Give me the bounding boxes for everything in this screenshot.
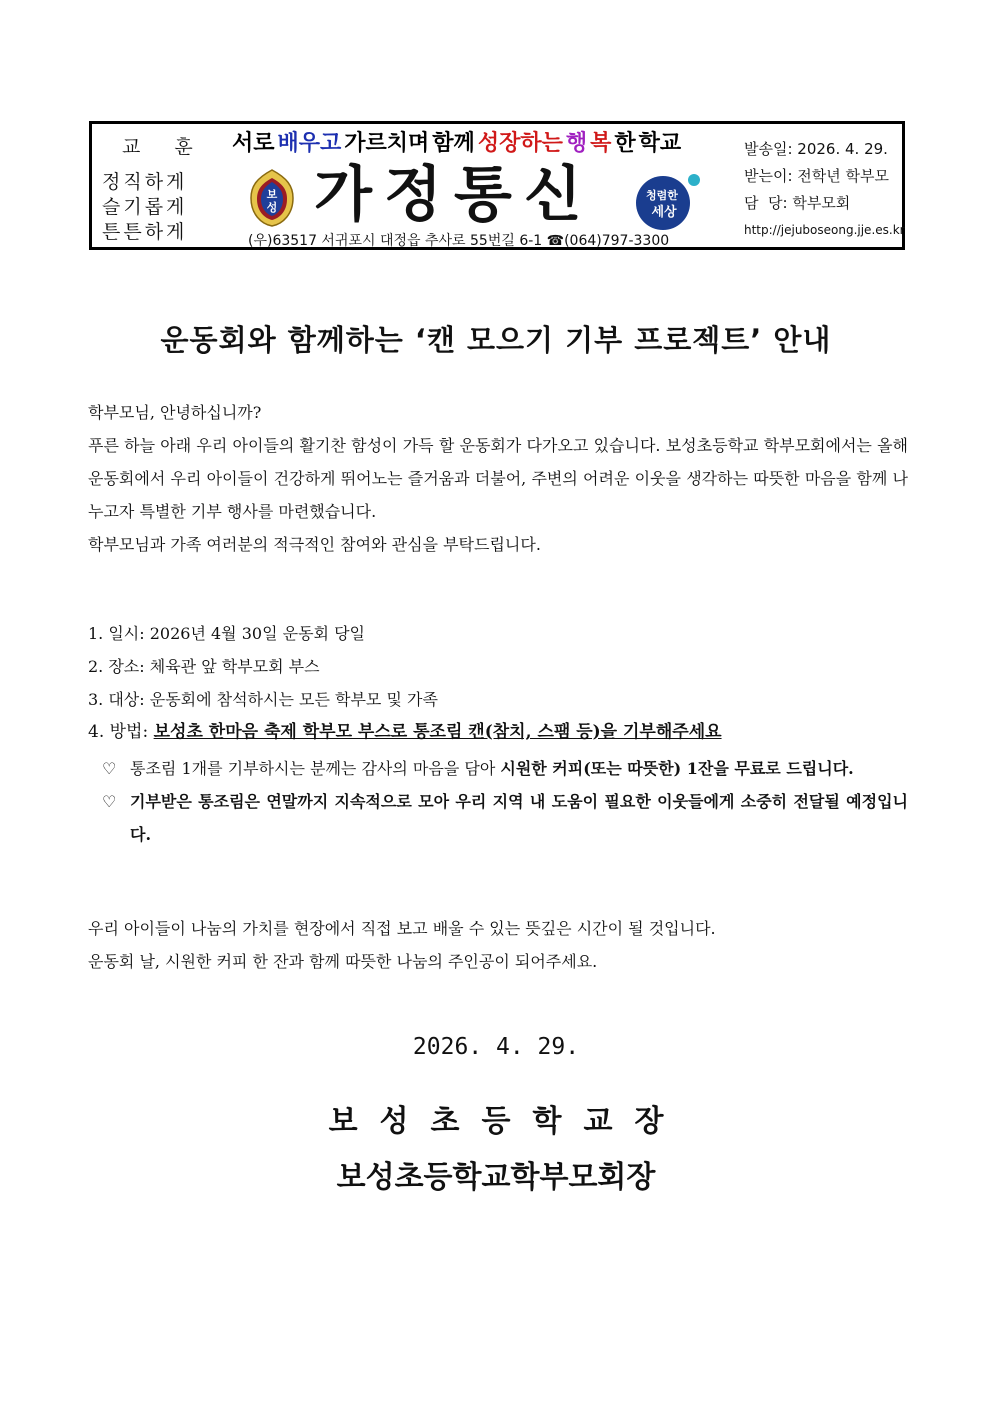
send-date: 발송일: 2026. 4. 29. <box>744 140 888 158</box>
detail-item: 1. 일시: 2026년 4월 30일 운동회 당일 <box>88 624 365 643</box>
slogan-word: 함께 <box>432 131 475 156</box>
issue-date: 2026. 4. 29. <box>412 1034 580 1060</box>
intro-section <box>88 396 908 561</box>
bullet-item <box>102 785 908 851</box>
badge-text: 청렴한 <box>646 189 678 202</box>
event-details <box>88 617 908 749</box>
bullet-bold: 시원한 커피(또는 따뜻한) 1잔을 무료로 드립니다. <box>500 759 854 778</box>
slogan-word: 서로 <box>232 131 275 156</box>
closing-section <box>88 912 908 978</box>
slogan-word: 행 <box>565 131 588 156</box>
bullet-text <box>130 752 908 785</box>
school-slogan <box>232 126 684 157</box>
detail-item: 3. 대상: 운동회에 참석하시는 모든 학부모 및 가족 <box>88 690 438 709</box>
method-bullets <box>102 752 908 851</box>
bullet-bold: 기부받은 통조림은 연말까지 지속적으로 모아 우리 지역 내 도움이 필요한 이웃들에게 소중히 전달될 예정입니다. <box>130 792 908 844</box>
newsletter-header <box>89 121 905 250</box>
integrity-badge-icon <box>622 172 710 234</box>
newsletter-meta <box>744 136 905 244</box>
emblem-text: 성 <box>266 201 278 214</box>
motto-line: 튼튼하게 <box>102 221 188 243</box>
school-url[interactable]: http://jejuboseong.jje.es.kr <box>744 223 905 237</box>
school-emblem-icon <box>247 168 297 228</box>
closing-line: 우리 아이들이 나눔의 가치를 현장에서 직접 보고 배울 수 있는 뜻깊은 시간이 될 것입니다. <box>88 919 716 938</box>
emblem-text: 보 <box>266 188 278 201</box>
motto-title: 교 훈 <box>122 136 207 158</box>
bullet-plain: 통조림 1개를 기부하시는 분께는 감사의 마음을 담아 <box>130 759 501 778</box>
newsletter-title: 가정통신 <box>314 160 594 230</box>
school-motto <box>102 170 202 245</box>
intro-paragraph: 푸른 하늘 아래 우리 아이들의 활기찬 함성이 가득 할 운동회가 다가오고 있습니다. 보성초등학교 학부모회에서는 올해 운동회에서 우리 아이들이 건강하게 뛰어노는 즐거움과 더불어, 주변의 어려운 이웃을 생각하는 따뜻한 마음을 함께 나누고자 특별한 기부 행사를 마련했습니다. <box>88 436 908 521</box>
heart-icon: ♡ <box>102 792 117 811</box>
motto-line: 슬기롭게 <box>102 196 188 218</box>
bullet-text <box>130 785 908 851</box>
slogan-word: 가르치며 <box>344 131 430 156</box>
pta-signature: 보성초등학교학부모회장 <box>336 1160 656 1195</box>
method-emphasis: 보성초 한마음 축제 학부모 부스로 통조림 캔(참치, 스팸 등)을 기부해주세요 <box>153 722 722 742</box>
in-charge: 담 당: 학부모회 <box>744 194 851 212</box>
school-address: (우)63517 서귀포시 대정읍 추사로 55번길 6-1 ☎(064)797-3300 <box>248 233 670 249</box>
detail-item: 2. 장소: 체육관 앞 학부모회 부스 <box>88 657 320 676</box>
slogan-word: 학교 <box>638 131 682 156</box>
intro-paragraph: 학부모님과 가족 여러분의 적극적인 참여와 관심을 부탁드립니다. <box>88 535 541 554</box>
detail-item-method <box>88 716 908 749</box>
heart-icon: ♡ <box>102 759 117 778</box>
badge-text: 세상 <box>651 205 677 220</box>
closing-line: 운동회 날, 시원한 커피 한 잔과 함께 따뜻한 나눔의 주인공이 되어주세요. <box>88 952 598 971</box>
slogan-word: 성장하는 <box>477 131 563 156</box>
recipient: 받는이: 전학년 학부모 <box>744 167 890 185</box>
motto-line: 정직하게 <box>102 171 188 193</box>
principal-signature: 보성초등학교장 <box>328 1104 686 1139</box>
bullet-item <box>102 752 908 785</box>
method-label: 4. 방법: <box>88 722 154 742</box>
intro-paragraph: 학부모님, 안녕하십니까? <box>88 403 262 422</box>
slogan-word: 배우고 <box>277 131 342 156</box>
slogan-word: 한 <box>614 131 636 156</box>
document-title: 운동회와 함께하는 ‘캔 모으기 기부 프로젝트’ 안내 <box>160 323 832 357</box>
slogan-word: 복 <box>590 131 612 156</box>
